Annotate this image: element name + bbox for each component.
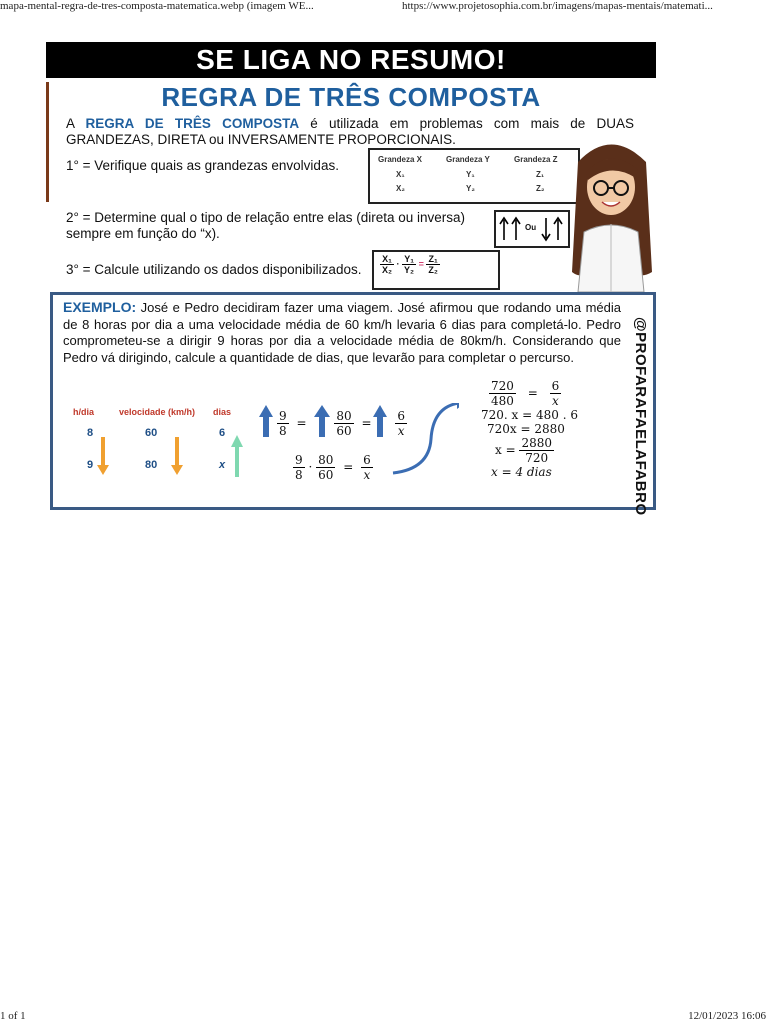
s1-frac-c bbox=[395, 409, 407, 438]
grandeza-y-header: Grandeza Y bbox=[446, 155, 490, 164]
eq: = bbox=[418, 258, 424, 269]
cell-8: 8 bbox=[87, 427, 94, 439]
browser-tab-title: mapa-mental-regra-de-tres-composta-matematica.webp (imagem WE... bbox=[0, 0, 314, 12]
z1: Z₁ bbox=[426, 254, 440, 265]
x2: X₂ bbox=[382, 265, 393, 275]
grandeza-x-header: Grandeza X bbox=[378, 155, 423, 164]
intro-highlight: REGRA DE TRÊS COMPOSTA bbox=[85, 116, 300, 131]
s1-a-den: 8 bbox=[279, 424, 287, 438]
mind-map-sheet bbox=[46, 42, 656, 516]
cell-y1: Y₁ bbox=[466, 170, 475, 179]
cell-x2: X₂ bbox=[396, 184, 405, 193]
frac-x bbox=[380, 254, 394, 275]
sol-frac-x bbox=[519, 436, 554, 465]
cell-x1: X₁ bbox=[396, 170, 405, 179]
y2: Y₂ bbox=[404, 265, 415, 275]
data-table bbox=[59, 403, 249, 483]
formula-box bbox=[372, 250, 500, 290]
s2-b-den: 60 bbox=[318, 468, 334, 482]
example-text bbox=[63, 299, 621, 366]
sol-l4-den: 720 bbox=[525, 451, 549, 465]
banner: SE LIGA NO RESUMO! bbox=[46, 42, 656, 78]
cell-x: x bbox=[219, 459, 226, 471]
cell-z1: Z₁ bbox=[536, 170, 545, 179]
intro-text bbox=[66, 116, 634, 148]
relation-box bbox=[494, 210, 570, 248]
s1-c-num: 6 bbox=[397, 409, 405, 423]
step-1: 1° = Verifique quais as grandezas envolvidas. bbox=[66, 158, 339, 173]
sol-l4-num: 2880 bbox=[521, 436, 553, 450]
s2-c-num: 6 bbox=[363, 453, 371, 467]
sol-line5: x = 4 dias bbox=[491, 465, 552, 479]
s1-a-num: 9 bbox=[279, 409, 287, 423]
step-3: 3° = Calcule utilizando os dados disponibilizados. bbox=[66, 262, 362, 277]
sol-line3: 720x = 2880 bbox=[487, 422, 565, 436]
teacher-avatar-illustration bbox=[566, 132, 656, 292]
sol-frac-right bbox=[550, 379, 562, 408]
author-handle: @PROFARAFAELAFABRO bbox=[632, 317, 649, 516]
sol-l1-den: 480 bbox=[491, 394, 514, 408]
cell-y2: Y₂ bbox=[466, 184, 475, 193]
y1: Y₁ bbox=[402, 254, 416, 265]
step-2: 2° = Determine qual o tipo de relação entre elas (direta ou inversa) sempre em função do “x). bbox=[66, 210, 465, 241]
sol-l1-rnum: 6 bbox=[551, 379, 560, 393]
sol-l4-lhs: x = bbox=[495, 443, 516, 457]
s2-c-den: x bbox=[363, 468, 371, 482]
example-body: José e Pedro decidiram fazer uma viagem. José afirmou que rodando uma média de 8 horas por dia a uma velocidade média de 60 km/h levaria 6 dias para completá-lo. Pedro comprometeu-se a dirigir 9 horas por dia a velocidade média de 80km/h. Considerando que Pedro vá dirigindo, calcule a quantidade de dias, que levarão para completar o percurso. bbox=[63, 300, 621, 365]
z2: Z₂ bbox=[428, 265, 438, 275]
print-datetime: 12/01/2023 16:06 bbox=[688, 1010, 766, 1022]
th-dias: dias bbox=[213, 407, 232, 417]
s2-a-den: 8 bbox=[295, 468, 303, 482]
cell-9: 9 bbox=[87, 459, 94, 471]
step1-equation: $\frac{9}{8}$ = $\frac{80}{60}$ = $\frac{6}{x}$ bbox=[279, 409, 405, 438]
s1-b-den: 60 bbox=[336, 424, 352, 438]
s1-c-den: x bbox=[397, 424, 405, 438]
relation-ou: Ou bbox=[525, 223, 537, 232]
s2-frac-b bbox=[316, 453, 335, 482]
cell-z2: Z₂ bbox=[536, 184, 545, 193]
s1-b-num: 80 bbox=[336, 409, 352, 423]
sol-l1-num: 720 bbox=[491, 379, 514, 393]
s2-frac-a bbox=[293, 453, 305, 482]
cell-80: 80 bbox=[145, 459, 158, 471]
intro-pre: A bbox=[66, 116, 86, 131]
s1-frac-b bbox=[334, 409, 353, 438]
cell-6: 6 bbox=[219, 427, 226, 439]
page-title: REGRA DE TRÊS COMPOSTA bbox=[161, 82, 541, 112]
grandezas-box bbox=[368, 148, 580, 204]
step2-equation: $\frac{9}{8}$ · $\frac{80}{60}$ = $\frac{6}{x}$ bbox=[295, 453, 371, 482]
dot: · bbox=[396, 258, 400, 269]
frac-y bbox=[402, 254, 416, 275]
browser-url: https://www.projetosophia.com.br/imagens/mapas-mentais/matemati... bbox=[402, 0, 713, 12]
s1-frac-a bbox=[277, 409, 289, 438]
s2-frac-c bbox=[361, 453, 373, 482]
example-box bbox=[50, 292, 656, 516]
page-count: 1 of 1 bbox=[0, 1010, 26, 1022]
sol-l1-rden: x bbox=[552, 394, 559, 408]
example-label: EXEMPLO: bbox=[63, 299, 137, 315]
sol-line2: 720. x = 480 . 6 bbox=[481, 408, 578, 422]
th-hdia: h/dia bbox=[73, 407, 95, 417]
x1: X₁ bbox=[380, 254, 394, 265]
cell-60: 60 bbox=[145, 427, 158, 439]
s2-a-num: 9 bbox=[295, 453, 303, 467]
frac-z bbox=[426, 254, 440, 275]
solution-block: $\frac{720}{480}$ = $\frac{6}{x}$ 720. x = 480 . 6 720x = 2880 x = $\frac{2880}{720}$ x = 4 dias bbox=[481, 379, 621, 479]
intro-post: é utilizada em problemas com mais de DUAS GRANDEZAS, DIRETA ou INVERSAMENTE PROPORCIONAIS. bbox=[66, 116, 635, 147]
grandeza-z-header: Grandeza Z bbox=[514, 155, 558, 164]
th-velocidade: velocidade (km/h) bbox=[119, 407, 196, 417]
sol-frac-left bbox=[489, 379, 516, 408]
s2-b-num: 80 bbox=[318, 453, 334, 467]
direction-arrows-icon bbox=[59, 403, 249, 483]
formula-content bbox=[380, 254, 440, 275]
